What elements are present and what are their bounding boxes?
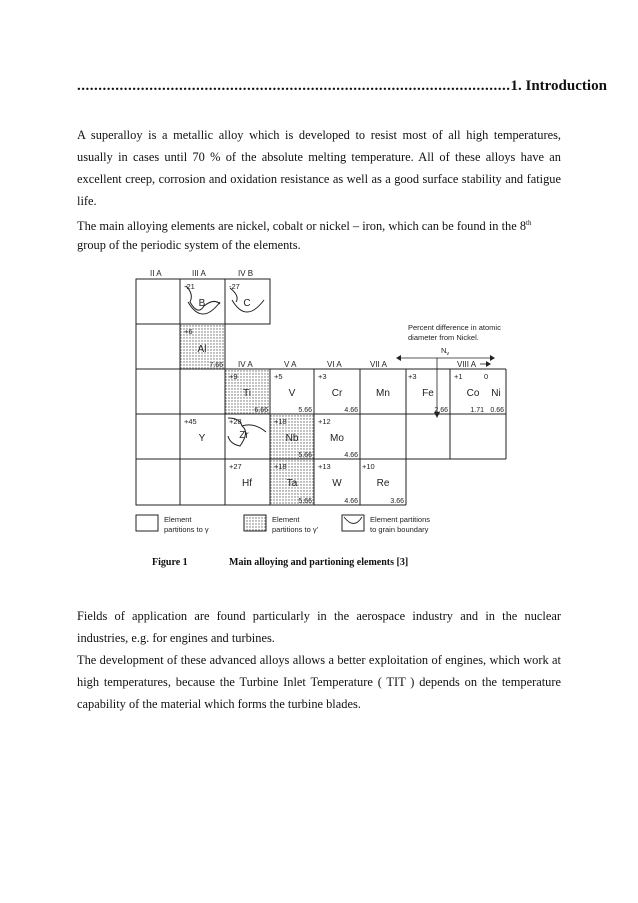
- paragraph-superalloy-definition: A superalloy is a metallic alloy which is developed to resist most of all high temperatures, usually in cases until 70 % of the absolute melting temperature. All of these alloys have an excellent creep, corrosion and oxidation resistance as well as a good surface stability and fatigue life.: [77, 128, 561, 208]
- symbol-c: C: [243, 298, 251, 309]
- value-ta: 5.66: [298, 498, 312, 505]
- symbol-fe: Fe: [422, 388, 434, 399]
- symbol-ti: Ti: [243, 388, 251, 399]
- value-ni: 0.66: [490, 407, 504, 414]
- symbol-v: V: [288, 388, 296, 399]
- group-label-via: VI A: [327, 360, 342, 369]
- figure-caption-text: Main alloying and partioning elements [3]: [229, 557, 409, 568]
- value-mo: 4.66: [344, 452, 358, 459]
- pct-ni: 0: [484, 372, 489, 381]
- symbol-cr: Cr: [331, 388, 343, 399]
- symbol-nb: Nb: [285, 433, 299, 444]
- legend-gamma-prime-line2: partitions to γ': [272, 525, 319, 534]
- symbol-co: Co: [466, 388, 480, 399]
- legend-boundary-line2: to grain boundary: [370, 525, 429, 534]
- legend-gamma-prime-line1: Element: [272, 515, 300, 524]
- legend-swatch-gamma-prime: [244, 515, 266, 531]
- legend-swatch-gamma: [136, 515, 158, 531]
- pct-ti: +9: [229, 372, 238, 381]
- value-v: 5.66: [298, 407, 312, 414]
- section-heading: [77, 78, 607, 95]
- pct-mo: +12: [318, 417, 331, 426]
- group-label-iia: II A: [150, 269, 162, 278]
- svg-text:Percent difference in atomic: Percent difference in atomic: [408, 323, 501, 332]
- symbol-re: Re: [376, 478, 390, 489]
- value-cr: 4.66: [344, 407, 358, 414]
- pct-y: +45: [184, 417, 197, 426]
- pct-v: +5: [274, 372, 283, 381]
- value-re: 3.66: [390, 498, 404, 505]
- periodic-table-figure: [132, 268, 512, 540]
- legend-gamma-line2: partitions to γ: [164, 525, 209, 534]
- pct-w: +13: [318, 462, 331, 471]
- paragraph-development: The development of these advanced alloys allows a better exploitation of engines, which work at high temperatures, because the Turbine Inlet Temperature ( TIT ) depends on the temperature capability of the material which forms the turbine blades.: [77, 653, 561, 711]
- group-label-iiia: III A: [192, 269, 206, 278]
- figure-legend: [136, 515, 430, 534]
- pct-re: +10: [362, 462, 375, 471]
- group-label-viia: VII A: [370, 360, 387, 369]
- value-w: 4.66: [344, 498, 358, 505]
- symbol-zr: Zr: [239, 430, 249, 441]
- pct-hf: +27: [229, 462, 242, 471]
- group-label-va: V A: [284, 360, 297, 369]
- value-fe: 2.66: [434, 407, 448, 414]
- symbol-ta: Ta: [286, 478, 298, 489]
- group-label-ivb: IV B: [238, 269, 254, 278]
- atomic-diameter-annotation: [408, 323, 501, 357]
- pct-b: -21: [184, 282, 195, 291]
- pct-c: -27: [229, 282, 240, 291]
- figure-caption-label: Figure 1: [152, 557, 188, 568]
- svg-text:diameter from Nickel.: diameter from Nickel.: [408, 333, 479, 342]
- value-al: 7.66: [209, 362, 223, 369]
- value-nb: 5.66: [298, 452, 312, 459]
- pct-zr: +28: [229, 417, 242, 426]
- paragraph-alloying-main: The main alloying elements are nickel, cobalt or nickel – iron, which can be found in the 8: [77, 219, 527, 234]
- value-co: 1.71: [470, 407, 484, 414]
- symbol-mn: Mn: [376, 388, 390, 399]
- symbol-y: Y: [198, 433, 206, 444]
- pct-cr: +3: [318, 372, 327, 381]
- symbol-ni: Ni: [491, 388, 501, 399]
- symbol-b: B: [198, 298, 206, 309]
- pct-co: +1: [454, 372, 463, 381]
- pct-nb: +18: [274, 417, 287, 426]
- pct-fe: +3: [408, 372, 417, 381]
- table-grid: [136, 279, 506, 505]
- paragraph-alloying-tail: group of the periodic system of the elements.: [77, 238, 301, 252]
- superscript-th: th: [526, 219, 532, 227]
- legend-swatch-boundary: [342, 515, 364, 531]
- pct-al: +6: [184, 327, 193, 336]
- legend-boundary-line1: Element partitions: [370, 515, 431, 524]
- symbol-w: W: [332, 478, 342, 489]
- group-label-viiia: VIII A: [457, 360, 477, 369]
- symbol-mo: Mo: [330, 433, 344, 444]
- nv-label: $N_v$: [441, 346, 450, 357]
- pct-ta: +18: [274, 462, 287, 471]
- legend-gamma-line1: Element: [164, 515, 192, 524]
- heading-title: 1. Introduction: [510, 78, 607, 94]
- heading-leader-dots: ......................................................................................................: [77, 78, 511, 94]
- symbol-al: Al: [197, 344, 207, 355]
- group-label-iva: IV A: [238, 360, 253, 369]
- value-ti: 6.66: [254, 407, 268, 414]
- symbol-hf: Hf: [242, 478, 252, 489]
- paragraph-applications: Fields of application are found particularly in the aerospace industry and in the nuclear industries, e.g. for engines and turbines.: [77, 609, 561, 645]
